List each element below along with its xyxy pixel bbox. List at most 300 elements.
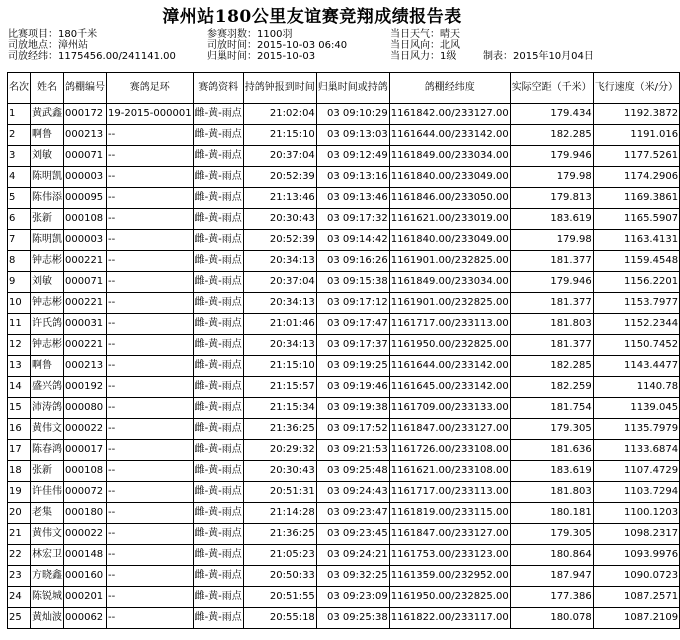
cell-info: 雌-黄-雨点	[193, 356, 243, 377]
cell-report: 20:52:39	[243, 167, 316, 188]
cell-dist: 180.078	[510, 608, 593, 629]
cell-arrive: 03 09:24:21	[316, 545, 389, 566]
cell-dist: 181.754	[510, 398, 593, 419]
cell-name: 陈明凯	[31, 167, 64, 188]
cell-speed: 1159.4548	[593, 251, 679, 272]
cell-dist: 179.98	[510, 230, 593, 251]
cell-arrive: 03 09:32:25	[316, 566, 389, 587]
cell-loft: 000022	[64, 419, 107, 440]
cell-ring: --	[107, 377, 194, 398]
cell-report: 20:30:43	[243, 209, 316, 230]
info-wind-force: 当日风力：1级	[390, 51, 457, 62]
cell-coord: 1161621.00/233108.00	[389, 461, 510, 482]
table-header-row	[8, 73, 680, 104]
cell-loft: 000108	[64, 461, 107, 482]
cell-speed: 1143.4477	[593, 356, 679, 377]
cell-info: 雌-黄-雨点	[193, 251, 243, 272]
table-row	[8, 104, 680, 125]
cell-loft: 000003	[64, 167, 107, 188]
table-row	[8, 524, 680, 545]
cell-rank: 13	[8, 356, 31, 377]
cell-loft: 000108	[64, 209, 107, 230]
cell-name: 钟志彬	[31, 251, 64, 272]
cell-ring: --	[107, 314, 194, 335]
cell-coord: 1161901.00/232825.00	[389, 251, 510, 272]
cell-rank: 4	[8, 167, 31, 188]
cell-report: 21:36:25	[243, 419, 316, 440]
cell-arrive: 03 09:17:47	[316, 314, 389, 335]
cell-arrive: 03 09:10:29	[316, 104, 389, 125]
cell-coord: 1161950.00/232825.00	[389, 335, 510, 356]
cell-coord: 1161849.00/233034.00	[389, 146, 510, 167]
table-row	[8, 293, 680, 314]
info-entry-count: 参赛羽数：1100羽	[207, 29, 293, 40]
cell-ring: --	[107, 272, 194, 293]
cell-rank: 8	[8, 251, 31, 272]
cell-report: 20:37:04	[243, 272, 316, 293]
header-arrive: 归巢时间或持鸽	[316, 73, 389, 104]
cell-arrive: 03 09:21:53	[316, 440, 389, 461]
cell-arrive: 03 09:13:46	[316, 188, 389, 209]
cell-rank: 17	[8, 440, 31, 461]
cell-ring: --	[107, 167, 194, 188]
cell-loft: 000003	[64, 230, 107, 251]
table-row	[8, 146, 680, 167]
table-row	[8, 125, 680, 146]
cell-speed: 1163.4131	[593, 230, 679, 251]
cell-info: 雌-黄-雨点	[193, 503, 243, 524]
info-event: 比赛项目：180千米	[8, 29, 98, 40]
cell-report: 20:34:13	[243, 293, 316, 314]
cell-info: 雌-黄-雨点	[193, 167, 243, 188]
cell-ring: --	[107, 356, 194, 377]
cell-name: 许佳伟	[31, 482, 64, 503]
cell-dist: 179.946	[510, 272, 593, 293]
table-row	[8, 335, 680, 356]
cell-speed: 1098.2317	[593, 524, 679, 545]
cell-coord: 1161717.00/233113.00	[389, 482, 510, 503]
cell-rank: 5	[8, 188, 31, 209]
cell-report: 21:01:46	[243, 314, 316, 335]
cell-name: 钟志彬	[31, 293, 64, 314]
cell-coord: 1161621.00/233019.00	[389, 209, 510, 230]
cell-ring: --	[107, 188, 194, 209]
info-made-date: 制表：2015年10月04日	[483, 51, 594, 62]
cell-coord: 1161644.00/233142.00	[389, 125, 510, 146]
cell-rank: 14	[8, 377, 31, 398]
cell-ring: --	[107, 440, 194, 461]
cell-loft: 000022	[64, 524, 107, 545]
table-row	[8, 377, 680, 398]
cell-ring: --	[107, 545, 194, 566]
cell-dist: 181.803	[510, 314, 593, 335]
cell-arrive: 03 09:23:45	[316, 524, 389, 545]
cell-ring: --	[107, 209, 194, 230]
info-release-coords: 司放经纬：1175456.00/241141.00	[8, 51, 176, 62]
cell-info: 雌-黄-雨点	[193, 524, 243, 545]
cell-coord: 1161645.00/233142.00	[389, 377, 510, 398]
cell-name: 钟志彬	[31, 335, 64, 356]
cell-ring: --	[107, 482, 194, 503]
table-row	[8, 398, 680, 419]
cell-speed: 1152.2344	[593, 314, 679, 335]
cell-ring: --	[107, 230, 194, 251]
table-row	[8, 167, 680, 188]
cell-info: 雌-黄-雨点	[193, 608, 243, 629]
cell-arrive: 03 09:16:26	[316, 251, 389, 272]
cell-report: 20:29:32	[243, 440, 316, 461]
cell-dist: 179.98	[510, 167, 593, 188]
cell-loft: 000180	[64, 503, 107, 524]
cell-dist: 182.285	[510, 125, 593, 146]
info-return-time: 归巢时间：2015-10-03	[207, 51, 316, 62]
cell-rank: 18	[8, 461, 31, 482]
header-info: 赛鸽资料	[193, 73, 243, 104]
cell-info: 雌-黄-雨点	[193, 482, 243, 503]
cell-arrive: 03 09:17:12	[316, 293, 389, 314]
header-ring: 赛鸽足环	[107, 73, 194, 104]
table-row	[8, 503, 680, 524]
cell-name: 陈春鸿	[31, 440, 64, 461]
cell-rank: 10	[8, 293, 31, 314]
cell-report: 20:30:43	[243, 461, 316, 482]
cell-rank: 2	[8, 125, 31, 146]
cell-ring: --	[107, 587, 194, 608]
cell-name: 黄伟文	[31, 419, 64, 440]
cell-report: 21:13:46	[243, 188, 316, 209]
cell-rank: 21	[8, 524, 31, 545]
cell-name: 许氏鸽	[31, 314, 64, 335]
cell-speed: 1156.2201	[593, 272, 679, 293]
cell-arrive: 03 09:25:38	[316, 608, 389, 629]
table-row	[8, 566, 680, 587]
cell-loft: 000095	[64, 188, 107, 209]
cell-speed: 1153.7977	[593, 293, 679, 314]
cell-rank: 1	[8, 104, 31, 125]
cell-name: 陈伟添	[31, 188, 64, 209]
cell-info: 雌-黄-雨点	[193, 104, 243, 125]
cell-coord: 1161822.00/233117.00	[389, 608, 510, 629]
cell-loft: 000148	[64, 545, 107, 566]
cell-arrive: 03 09:25:48	[316, 461, 389, 482]
report-title: 漳州站180公里友谊赛竞翔成绩报告表	[162, 7, 462, 27]
results-table	[7, 72, 680, 629]
cell-report: 20:34:13	[243, 251, 316, 272]
table-row	[8, 419, 680, 440]
cell-arrive: 03 09:17:32	[316, 209, 389, 230]
cell-name: 刘敏	[31, 272, 64, 293]
table-row	[8, 272, 680, 293]
cell-name: 方晓鑫	[31, 566, 64, 587]
cell-name: 刘敏	[31, 146, 64, 167]
table-row	[8, 209, 680, 230]
info-wind-direction: 当日风向：北风	[390, 40, 460, 51]
table-row	[8, 482, 680, 503]
cell-speed: 1192.3872	[593, 104, 679, 125]
cell-rank: 6	[8, 209, 31, 230]
cell-coord: 1161819.00/233115.00	[389, 503, 510, 524]
header-dist: 实际空距（千米）	[510, 73, 593, 104]
cell-rank: 12	[8, 335, 31, 356]
cell-speed: 1093.9976	[593, 545, 679, 566]
cell-report: 20:37:04	[243, 146, 316, 167]
cell-info: 雌-黄-雨点	[193, 146, 243, 167]
cell-loft: 000221	[64, 293, 107, 314]
cell-coord: 1161842.00/233127.00	[389, 104, 510, 125]
header-speed: 飞行速度（米/分）	[593, 73, 679, 104]
cell-coord: 1161847.00/233127.00	[389, 524, 510, 545]
cell-info: 雌-黄-雨点	[193, 545, 243, 566]
cell-info: 雌-黄-雨点	[193, 587, 243, 608]
cell-ring: 19-2015-000001	[107, 104, 194, 125]
cell-arrive: 03 09:15:38	[316, 272, 389, 293]
cell-loft: 000201	[64, 587, 107, 608]
cell-report: 21:15:57	[243, 377, 316, 398]
cell-speed: 1140.78	[593, 377, 679, 398]
table-body	[8, 104, 680, 629]
header-report: 持鸽钟报到时间	[243, 73, 316, 104]
cell-rank: 16	[8, 419, 31, 440]
cell-ring: --	[107, 419, 194, 440]
cell-name: 张新	[31, 209, 64, 230]
header-coord: 鸽棚经纬度	[389, 73, 510, 104]
cell-ring: --	[107, 125, 194, 146]
cell-info: 雌-黄-雨点	[193, 188, 243, 209]
cell-speed: 1087.2109	[593, 608, 679, 629]
cell-speed: 1103.7294	[593, 482, 679, 503]
cell-rank: 9	[8, 272, 31, 293]
cell-arrive: 03 09:13:16	[316, 167, 389, 188]
cell-loft: 000071	[64, 146, 107, 167]
cell-speed: 1165.5907	[593, 209, 679, 230]
cell-rank: 19	[8, 482, 31, 503]
cell-speed: 1107.4729	[593, 461, 679, 482]
cell-info: 雌-黄-雨点	[193, 293, 243, 314]
cell-coord: 1161950.00/232825.00	[389, 587, 510, 608]
cell-dist: 177.386	[510, 587, 593, 608]
cell-speed: 1139.045	[593, 398, 679, 419]
cell-arrive: 03 09:23:47	[316, 503, 389, 524]
cell-speed: 1087.2571	[593, 587, 679, 608]
cell-info: 雌-黄-雨点	[193, 398, 243, 419]
cell-arrive: 03 09:19:25	[316, 356, 389, 377]
cell-name: 黄灿波	[31, 608, 64, 629]
cell-coord: 1161709.00/233133.00	[389, 398, 510, 419]
cell-name: 林宏卫	[31, 545, 64, 566]
cell-name: 张新	[31, 461, 64, 482]
cell-info: 雌-黄-雨点	[193, 314, 243, 335]
cell-coord: 1161359.00/232952.00	[389, 566, 510, 587]
info-release-location: 司放地点：漳州站	[8, 40, 88, 51]
cell-info: 雌-黄-雨点	[193, 125, 243, 146]
cell-name: 黄伟文	[31, 524, 64, 545]
cell-name: 啊鲁	[31, 356, 64, 377]
cell-info: 雌-黄-雨点	[193, 440, 243, 461]
cell-report: 20:55:18	[243, 608, 316, 629]
cell-speed: 1133.6874	[593, 440, 679, 461]
cell-arrive: 03 09:19:46	[316, 377, 389, 398]
cell-name: 黄武鑫	[31, 104, 64, 125]
cell-report: 21:15:10	[243, 125, 316, 146]
cell-arrive: 03 09:17:37	[316, 335, 389, 356]
cell-coord: 1161847.00/233127.00	[389, 419, 510, 440]
cell-loft: 000221	[64, 251, 107, 272]
cell-loft: 000221	[64, 335, 107, 356]
cell-report: 20:34:13	[243, 335, 316, 356]
cell-loft: 000071	[64, 272, 107, 293]
cell-report: 21:36:25	[243, 524, 316, 545]
report-info	[8, 30, 620, 70]
cell-info: 雌-黄-雨点	[193, 335, 243, 356]
table-row	[8, 608, 680, 629]
cell-name: 啊鲁	[31, 125, 64, 146]
cell-dist: 181.636	[510, 440, 593, 461]
cell-info: 雌-黄-雨点	[193, 419, 243, 440]
cell-rank: 23	[8, 566, 31, 587]
cell-info: 雌-黄-雨点	[193, 377, 243, 398]
cell-speed: 1100.1203	[593, 503, 679, 524]
cell-name: 陈明凯	[31, 230, 64, 251]
cell-rank: 7	[8, 230, 31, 251]
cell-arrive: 03 09:12:49	[316, 146, 389, 167]
header-rank: 名次	[8, 73, 31, 104]
cell-dist: 180.864	[510, 545, 593, 566]
cell-report: 20:51:31	[243, 482, 316, 503]
cell-ring: --	[107, 524, 194, 545]
cell-coord: 1161849.00/233034.00	[389, 272, 510, 293]
cell-coord: 1161840.00/233049.00	[389, 167, 510, 188]
cell-dist: 179.813	[510, 188, 593, 209]
table-row	[8, 230, 680, 251]
cell-ring: --	[107, 566, 194, 587]
cell-arrive: 03 09:14:42	[316, 230, 389, 251]
table-row	[8, 587, 680, 608]
cell-speed: 1191.016	[593, 125, 679, 146]
cell-coord: 1161901.00/232825.00	[389, 293, 510, 314]
cell-report: 20:51:55	[243, 587, 316, 608]
cell-ring: --	[107, 461, 194, 482]
cell-report: 21:05:23	[243, 545, 316, 566]
table-row	[8, 188, 680, 209]
table-row	[8, 440, 680, 461]
info-weather: 当日天气：晴天	[390, 29, 460, 40]
table-row	[8, 356, 680, 377]
cell-arrive: 03 09:19:38	[316, 398, 389, 419]
cell-arrive: 03 09:13:03	[316, 125, 389, 146]
cell-loft: 000172	[64, 104, 107, 125]
cell-coord: 1161840.00/233049.00	[389, 230, 510, 251]
cell-ring: --	[107, 608, 194, 629]
cell-name: 老集	[31, 503, 64, 524]
cell-speed: 1135.7979	[593, 419, 679, 440]
cell-dist: 181.377	[510, 293, 593, 314]
cell-loft: 000080	[64, 398, 107, 419]
cell-coord: 1161726.00/233108.00	[389, 440, 510, 461]
cell-ring: --	[107, 293, 194, 314]
cell-info: 雌-黄-雨点	[193, 272, 243, 293]
cell-speed: 1090.0723	[593, 566, 679, 587]
cell-dist: 181.803	[510, 482, 593, 503]
cell-rank: 20	[8, 503, 31, 524]
cell-info: 雌-黄-雨点	[193, 209, 243, 230]
cell-dist: 179.305	[510, 419, 593, 440]
cell-loft: 000192	[64, 377, 107, 398]
cell-dist: 182.259	[510, 377, 593, 398]
cell-coord: 1161753.00/233123.00	[389, 545, 510, 566]
cell-dist: 179.946	[510, 146, 593, 167]
cell-info: 雌-黄-雨点	[193, 566, 243, 587]
cell-report: 21:02:04	[243, 104, 316, 125]
cell-speed: 1177.5261	[593, 146, 679, 167]
cell-dist: 183.619	[510, 461, 593, 482]
cell-dist: 179.434	[510, 104, 593, 125]
cell-speed: 1174.2906	[593, 167, 679, 188]
info-release-time: 司放时间：2015-10-03 06:40	[207, 40, 348, 51]
cell-speed: 1169.3861	[593, 188, 679, 209]
cell-rank: 24	[8, 587, 31, 608]
cell-rank: 25	[8, 608, 31, 629]
cell-info: 雌-黄-雨点	[193, 461, 243, 482]
cell-coord: 1161717.00/233113.00	[389, 314, 510, 335]
cell-report: 21:14:28	[243, 503, 316, 524]
cell-dist: 187.947	[510, 566, 593, 587]
cell-name: 沛涛鸽	[31, 398, 64, 419]
cell-dist: 179.305	[510, 524, 593, 545]
cell-rank: 22	[8, 545, 31, 566]
cell-info: 雌-黄-雨点	[193, 230, 243, 251]
cell-loft: 000160	[64, 566, 107, 587]
cell-report: 20:50:33	[243, 566, 316, 587]
cell-dist: 180.181	[510, 503, 593, 524]
cell-loft: 000017	[64, 440, 107, 461]
cell-loft: 000062	[64, 608, 107, 629]
cell-ring: --	[107, 503, 194, 524]
cell-report: 21:15:10	[243, 356, 316, 377]
header-loft: 鸽棚编号	[64, 73, 107, 104]
table-row	[8, 545, 680, 566]
cell-loft: 000072	[64, 482, 107, 503]
cell-coord: 1161644.00/233142.00	[389, 356, 510, 377]
table-row	[8, 461, 680, 482]
cell-rank: 15	[8, 398, 31, 419]
cell-loft: 000213	[64, 125, 107, 146]
cell-speed: 1150.7452	[593, 335, 679, 356]
cell-arrive: 03 09:23:09	[316, 587, 389, 608]
cell-arrive: 03 09:24:43	[316, 482, 389, 503]
cell-name: 陈锐城	[31, 587, 64, 608]
cell-ring: --	[107, 335, 194, 356]
table-row	[8, 314, 680, 335]
cell-rank: 3	[8, 146, 31, 167]
cell-arrive: 03 09:17:52	[316, 419, 389, 440]
cell-ring: --	[107, 146, 194, 167]
cell-dist: 183.619	[510, 209, 593, 230]
cell-coord: 1161846.00/233050.00	[389, 188, 510, 209]
cell-dist: 182.285	[510, 356, 593, 377]
cell-report: 21:15:34	[243, 398, 316, 419]
cell-dist: 181.377	[510, 335, 593, 356]
cell-name: 盛兴鸽	[31, 377, 64, 398]
cell-ring: --	[107, 398, 194, 419]
cell-dist: 181.377	[510, 251, 593, 272]
cell-rank: 11	[8, 314, 31, 335]
cell-report: 20:52:39	[243, 230, 316, 251]
cell-loft: 000213	[64, 356, 107, 377]
cell-ring: --	[107, 251, 194, 272]
cell-loft: 000031	[64, 314, 107, 335]
header-name: 姓名	[31, 73, 64, 104]
table-row	[8, 251, 680, 272]
